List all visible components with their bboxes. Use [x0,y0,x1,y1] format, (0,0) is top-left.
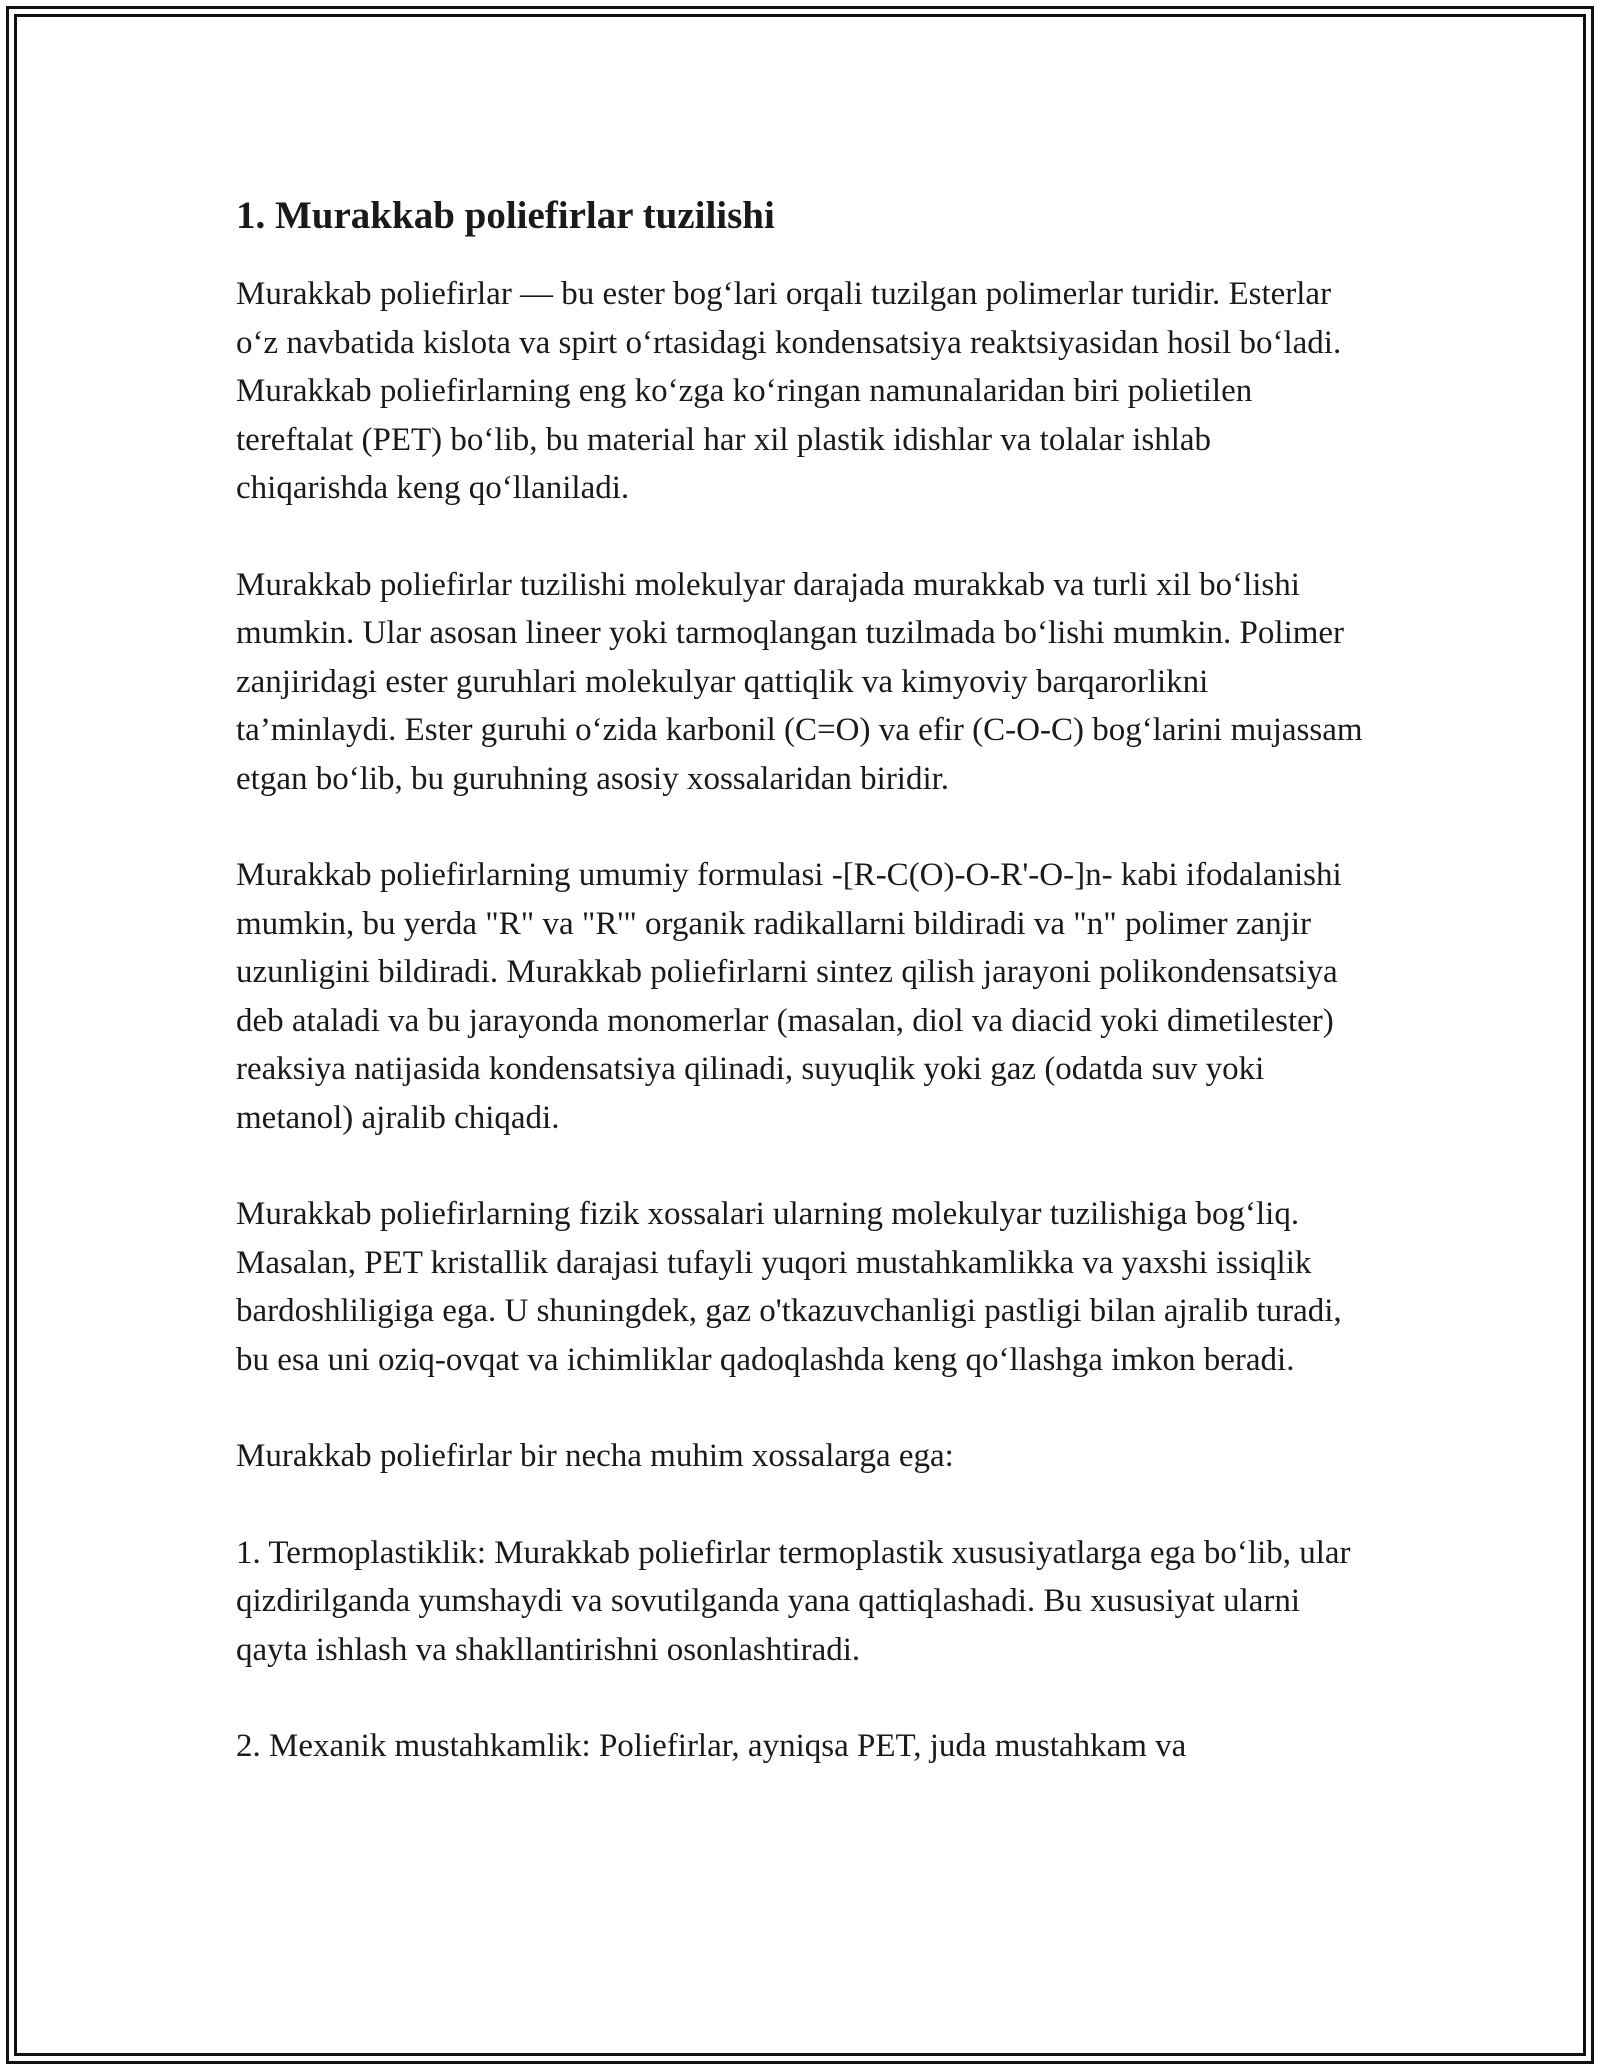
paragraph-properties-intro: Murakkab poliefirlar bir necha muhim xossalarga ega: [236,1438,954,1474]
paragraph-structure: Murakkab poliefirlar tuzilishi molekulyar darajada murakkab va turli xil bo‘lishi mumkin. Ular asosan lineer yoki tarmoqlangan tuzilmada bo‘lishi mumkin. Polimer zanjiridagi ester guruhlari molekulyar qattiqlik va kimyoviy barqarorlikni ta’minlaydi. Ester guruhi o‘zida karbonil (C=O) va efir (C-O-C) bog‘larini mujassam etgan bo‘lib, bu guruhning asosiy xossalaridan biridir. [236,566,1363,797]
list-item-mechanical-strength: 2. Mexanik mustahkamlik: Poliefirlar, ayniqsa PET, juda mustahkam va [236,1728,1187,1764]
paragraph-definition: Murakkab poliefirlar — bu ester bog‘lari orqali tuzilgan polimerlar turidir. Esterlar o‘z navbatida kislota va spirt o‘rtasidagi kondensatsiya reaktsiyasidan hosil bo‘ladi. Murakkab poliefirlarning eng ko‘zga ko‘ringan namunalaridan biri polietilen tereftalat (PET) bo‘lib, bu material har xil plastik idishlar va tolalar ishlab chiqarishda keng qo‘llaniladi. [236,276,1342,506]
list-item-thermoplasticity: 1. Termoplastiklik: Murakkab poliefirlar termoplastik xususiyatlarga ega bo‘lib, ular qizdirilganda yumshaydi va sovutilganda yana qattiqlashadi. Bu xususiyat ularni qayta ishlash va shakllantirishni osonlashtiradi. [236,1534,1351,1668]
document-page [236,188,1366,1819]
section-title: 1. Murakkab poliefirlar tuzilishi [236,194,775,237]
paragraph-physical-properties: Murakkab poliefirlarning fizik xossalari ularning molekulyar tuzilishiga bog‘liq. Masalan, PET kristallik darajasi tufayli yuqori mustahkamlikka va yaxshi issiqlik bardoshliligiga ega. U shuningdek, gaz o'tkazuvchanligi pastligi bilan ajralib turadi, bu esa uni oziq-ovqat va ichimliklar qadoqlashda keng qo‘llashga imkon beradi. [236,1196,1342,1378]
paragraph-formula: Murakkab poliefirlarning umumiy formulasi -[R-C(O)-O-R'-O-]n- kabi ifodalanishi mumkin, bu yerda "R" va "R'" organik radikallarni bildiradi va "n" polimer zanjir uzunligini bildiradi. Murakkab poliefirlarni sintez qilish jarayoni polikondensatsiya deb ataladi va bu jarayonda monomerlar (masalan, diol va diacid yoki dimetilester) reaksiya natijasida kondensatsiya qilinadi, suyuqlik yoki gaz (odatda suv yoki metanol) ajralib chiqadi. [236,857,1342,1136]
